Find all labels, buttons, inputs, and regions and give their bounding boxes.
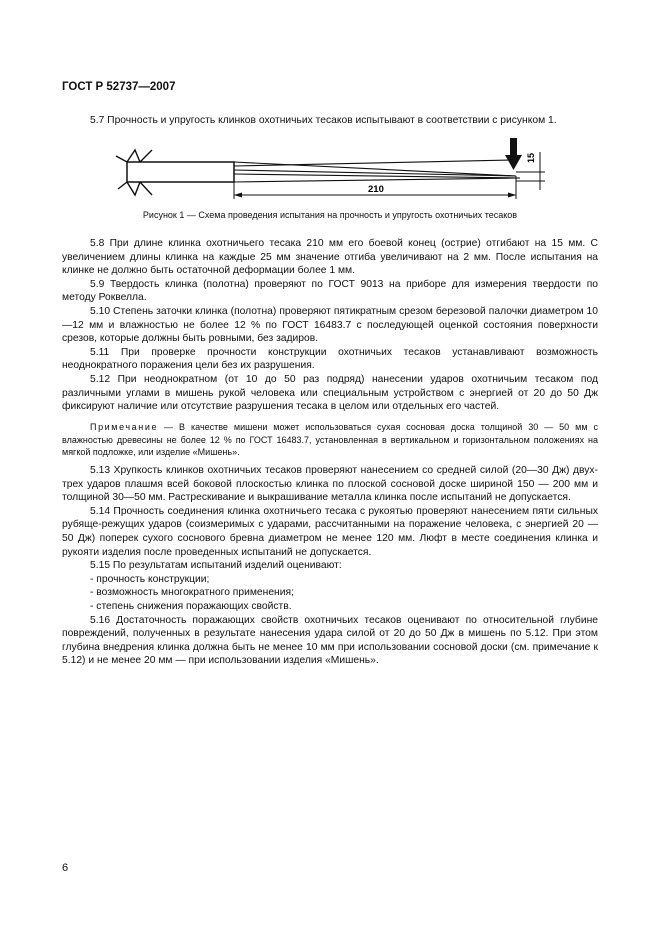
document-header: ГОСТ Р 52737—2007 xyxy=(62,81,176,93)
paragraph-5-10: 5.10 Степень заточки клинка (полотна) проверяют пятикратным срезом березовой палочки диаметром 10—12 мм и влажностью не более 12 % по ГОСТ 16483.7 с последующей оценкой состояния поверхности срезов, которые должны быть ровными, без задиров. xyxy=(62,305,598,345)
note-label: Примечание xyxy=(90,422,159,432)
test-scheme-figure xyxy=(0,0,661,210)
paragraph-5-7: 5.7 Прочность и упругость клинков охотничьих тесаков испытывают в соответствии с рисунком 1. xyxy=(90,115,557,126)
paragraph-5-16: 5.16 Достаточность поражающих свойств охотничьих тесаков оценивают по относительной глубине повреждений, полученных в результате нанесения удара силой от 20 до 50 Дж в мишень по 5.12. При этом глубина внедрения клинка должна быть не менее 10 мм при использовании сосновой доски (см. примечание к 5.12) и не менее 20 мм — при использовании изделия «Мишень». xyxy=(62,614,598,667)
paragraph-5-13: 5.13 Хрупкость клинков охотничьих тесаков проверяют нанесением со средней силой (20—30 Дж) двух-трех ударов плашмя всей боковой плоскостью клинка по плоской сосновой доске шириной 150 — 200 мм и толщиной 30—50 мм. Растрескивание и выкрашивание металла клинка после испытаний не допускается. xyxy=(62,465,598,504)
paragraph-5-12: 5.12 При неоднократном (от 10 до 50 раз подряд) нанесении ударов охотничьим тесаком под различными углами в мишень рукой человека или специальным устройством с энергией от 20 до 50 Дж фиксируют наличие или отсутствие разрушения тесака в целом или отдельных его частей. xyxy=(62,373,598,413)
figure-caption: Рисунок 1 — Схема проведения испытания на прочность и упругость охотничьих тесаков xyxy=(142,210,518,220)
paragraph-5-14: 5.14 Прочность соединения клинка охотничьего тесака с рукоятью проверяют нанесением пяти сильных рубяще-режущих ударов (соизмеримых с ударами, рассчитанными на поражение человека, с энергией 20 — 50 Дж) поперек сухого соснового бревна диаметром не менее 120 мм. Люфт в месте соединения клинка и рукояти изделия после проведенных испытаний не допускается. xyxy=(62,505,598,558)
paragraph-5-11: 5.11 При проверке прочности конструкции охотничьих тесаков устанавливают возможность неоднократного поражения цели без их разрушения. xyxy=(62,346,598,372)
paragraph-5-8: 5.8 При длине клинка охотничьего тесака 210 мм его боевой конец (острие) отгибают на 15 мм. С увеличением длины клинка на каждые 25 мм значение отгиба увеличивают на 2 мм. После испытания на клинке не должно быть остаточной деформации более 1 мм. xyxy=(62,238,598,277)
paragraph-5-9: 5.9 Твердость клинка (полотна) проверяют по ГОСТ 9013 на приборе для измерения твердости по методу Роквелла. xyxy=(62,278,598,304)
paragraph-5-15: 5.15 По результатам испытаний изделий оценивают: xyxy=(90,560,342,572)
dimension-15-label: 15 xyxy=(526,152,536,163)
list-item: - степень снижения поражающих свойств. xyxy=(90,600,292,612)
load-arrow xyxy=(505,138,522,170)
note-text: — В качестве мишени может использоваться сухая сосновая доска толщиной 30 — 50 мм с влажностью древесины не более 12 % по ГОСТ 16483.7, установленная в вертикальном и горизонтальном положениях на мягкой подложке, или изделие «Мишень». xyxy=(62,422,598,458)
main-text-block-2 xyxy=(62,464,598,668)
tesak-handle xyxy=(127,162,234,182)
list-item: - прочность конструкции; xyxy=(90,573,210,585)
list-item: - возможность многократного применения; xyxy=(90,587,294,599)
main-text-block-1 xyxy=(62,237,598,414)
blade-lines xyxy=(234,160,520,182)
note-5-12 xyxy=(62,421,598,459)
dimension-210-label: 210 xyxy=(368,184,384,195)
page-number: 6 xyxy=(62,862,69,874)
